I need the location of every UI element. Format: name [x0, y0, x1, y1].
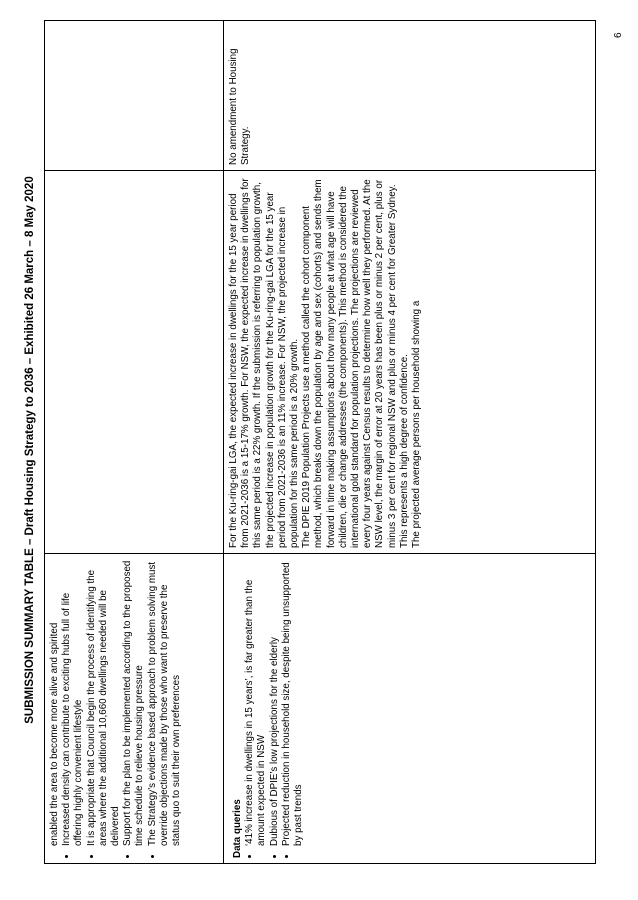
- list-item: • Projected reduction in household size, despite being unsupported by past trends: [281, 559, 305, 846]
- outcome-cell-empty: [45, 21, 224, 171]
- list-item: • Increased density can contribute to exciting hubs full of life offering highly convenient lifestyle: [61, 559, 85, 846]
- response-paragraph: For the Ku-ring-gai LGA, the expected increase in dwellings for the 15 year period from 2021-2036 is a 15-17% growth. For NSW, the expected increase in dwellings for this same period is a 22% growth. If the submission is referring to population growth, the projected increase in population growth for the Ku-ring-gai LGA for the 15 year period from 2021-2036 is an 11% increase. For NSW, the projected increase in population for this same period is a 20% growth.: [228, 178, 301, 548]
- response-paragraph: The projected average persons per household showing a: [411, 300, 423, 548]
- list-item: • Support for the plan to be implemented according to the proposed time schedule to relieve housing pressure: [122, 559, 146, 846]
- submission-summary-table: [44, 20, 596, 864]
- section-heading: Data queries: [232, 799, 243, 858]
- list-item: • ‘41% increase in dwellings in 15 years’, is far greater than the amount expected in NSW: [244, 559, 268, 846]
- outcome-text: No amendment to Housing Strategy.: [228, 48, 252, 165]
- data-queries-list: [244, 559, 305, 858]
- continued-text: enabled the area to become more alive and spirited: [49, 622, 60, 846]
- list-item: • It is appropriate that Council begin the process of identifying the areas where the additional 10,660 dwellings needed will be delivered: [86, 559, 123, 846]
- submission-cell: [45, 554, 224, 864]
- submission-cell: [224, 554, 596, 864]
- list-item: • Dubious of DPIE’s low projections for the elderly: [269, 559, 281, 846]
- submission-points-list: [61, 559, 183, 858]
- list-item: • The Strategy’s evidence based approach to problem solving must override objections made by those who want to preserve the status quo to suit their own preferences: [147, 559, 184, 846]
- response-paragraph: The DPIE 2019 Population Projects use a method called the cohort component method, which breaks down the population by age and sex (cohorts) and sends them forward in time making assumptions about how many people at what age will have children, die or change addresses (the components). This method is considered the international gold standard for population projections. The projections are reviewed every four years against Census results to determine how well they performed. At the NSW level, the margin of error at 20 years has been plus or minus 2 per cent, plus or minus 3 per cent for regional NSW and plus or minus 4 per cent for Greater Sydney. This represents a high degree of confidence.: [301, 179, 410, 548]
- response-cell-empty: [45, 171, 224, 554]
- page-title: SUBMISSION SUMMARY TABLE – Draft Housing Strategy to 2036 – Exhibited 26 March – 8 May 2020: [24, 176, 36, 724]
- table-row: [224, 21, 596, 864]
- response-cell: [224, 171, 596, 554]
- outcome-cell: [224, 21, 596, 171]
- table-row: [45, 21, 224, 864]
- page-number: 6: [613, 32, 624, 38]
